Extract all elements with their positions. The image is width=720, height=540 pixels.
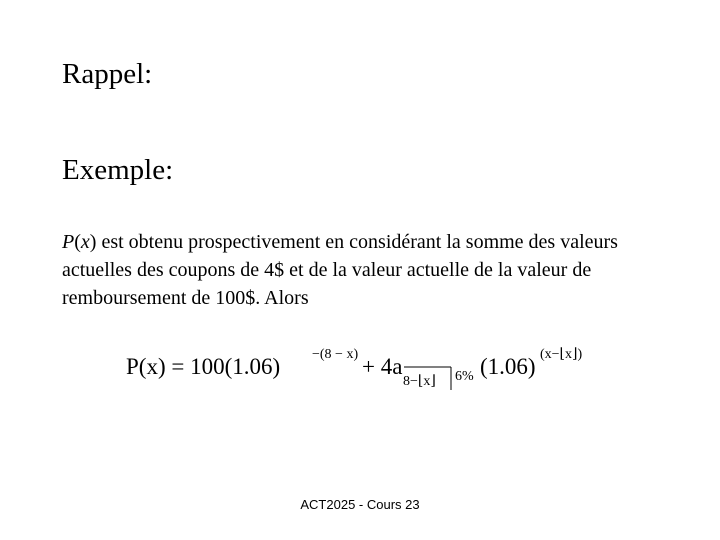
body-text: est obtenu prospectivement en considérant la somme des valeurs actuelles des coupons de 4$ et de la valeur actuelle de la valeur de remboursement de 100$. Alors — [62, 231, 618, 309]
formula-lhs: P(x) = 100(1.06) — [126, 354, 281, 379]
formula — [126, 338, 606, 394]
formula-annuity-subscript: 8−⌊x⌋ — [403, 374, 436, 389]
formula-plus-annuity: + 4a — [362, 354, 403, 379]
formula-svg — [126, 338, 606, 394]
footer: ACT2025 - Cours 23 — [300, 497, 420, 512]
formula-exponent-2: (x−⌊x⌋) — [540, 347, 583, 362]
formula-annuity-rate: 6% — [455, 369, 474, 384]
body-paragraph — [62, 228, 662, 312]
body-px-paren-open: ( — [74, 231, 81, 253]
body-px-variable: x — [80, 231, 90, 253]
heading-rappel: Rappel: — [62, 58, 153, 90]
formula-factor: (1.06) — [480, 354, 536, 379]
body-px-symbol: P — [62, 231, 75, 253]
formula-exponent-1: −(8 − x) — [312, 347, 359, 362]
body-px-paren-close: ) — [89, 231, 97, 253]
heading-exemple: Exemple: — [62, 154, 174, 186]
